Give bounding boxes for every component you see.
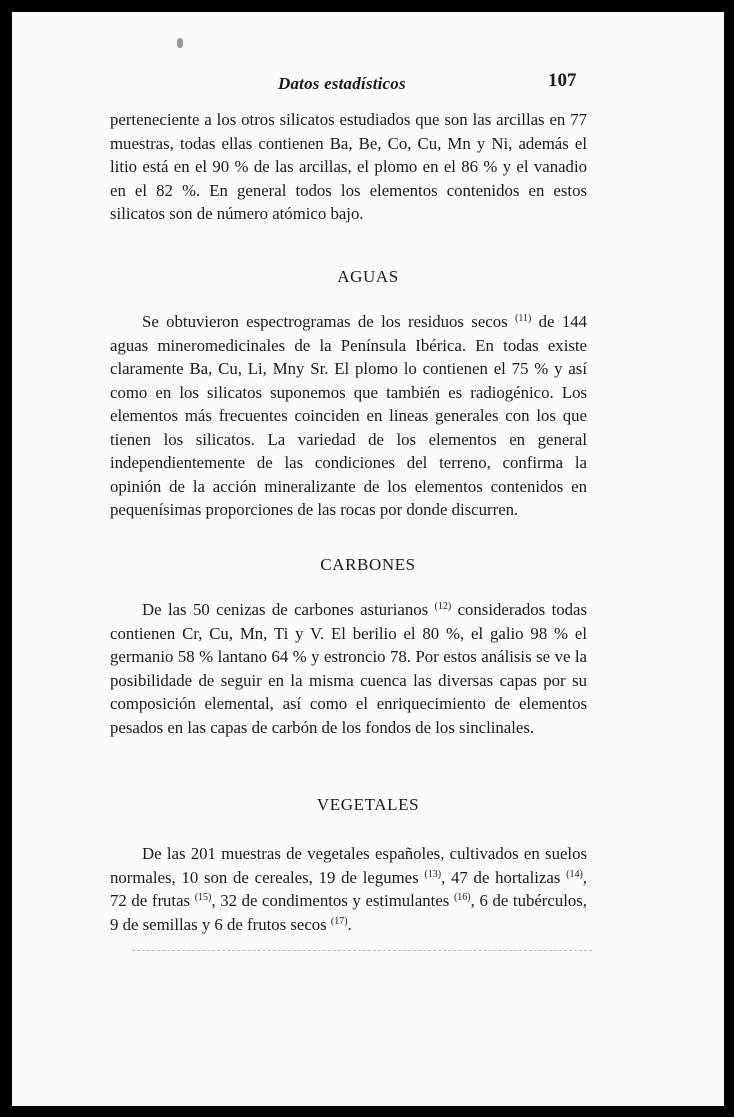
intro-paragraph: perteneciente a los otros silicatos estudiados que son las arcillas en 77 muestras, todas ellas contienen Ba, Be, Co, Cu, Mn y Ni, además el litio está en el 90 % de las arcillas, el plomo en el 86 % y el vanadio en el 82 %. En general todos los elementos contenidos en estos silicatos son de número atómico bajo.	[110, 110, 587, 223]
aguas-text-2: de 144 aguas mineromedicinales de la Península Ibérica. En todas existe claramente Ba, Cu, Li, Mny Sr. El plomo lo contienen el 75 % y así como en los silicatos suponemos que también es radiogénico. Los elementos más frecuentes coinciden en lineas generales con los que tienen los silicatos. La variedad de los elementos en general independientemente de las condiciones del terreno, confirma la opinión de la acción mineralizante de los elementos contenidos en pequenísimas proporciones de las rocas por donde discurren.	[110, 312, 588, 519]
reference-14: (14)	[566, 868, 583, 880]
section-heading-vegetales: VEGETALES	[316, 795, 420, 814]
vegetales-paragraph	[110, 842, 587, 936]
vegetales-text-3: , 72 de frutas	[110, 867, 587, 910]
aguas-text-1: Se obtuvieron espectrogramas de los residuos secos	[142, 312, 508, 331]
reference-17: (17)	[330, 915, 348, 927]
reference-16: (16)	[453, 892, 471, 903]
vegetales-text-2: , 47 de hortalizas	[441, 867, 567, 887]
vegetales-text-5: , 6 de tubérculos, 9 de semillas y 6 de frutos secos	[110, 891, 588, 934]
section-heading-aguas: AGUAS	[337, 267, 399, 286]
carbones-text-2: considerados todas contienen Cr, Cu, Mn, Ti y V. El berilio el 80 %, el galio 98 % el germanio 58 % lantano 64 % y estroncio 78. Por estos análisis se ve la posibilidade de seguir en la misma cuenca las diversas capas por su composición elemental, así como el enriquecimiento de elementos pesados en las capas de carbón de los fondos de los sinclinales.	[110, 600, 587, 737]
page-number: 107	[548, 70, 577, 91]
carbones-text-1: De las 50 cenizas de carbones asturianos	[142, 600, 429, 619]
reference-13: (13)	[424, 868, 442, 880]
vegetales-text-6: .	[347, 914, 352, 934]
aguas-paragraph	[110, 310, 587, 522]
vegetales-text-4: , 32 de condimentos y estimulantes	[211, 891, 454, 910]
carbones-paragraph	[110, 598, 587, 739]
header-title: Datos estadísticos	[278, 74, 406, 93]
speck-mark	[177, 38, 183, 48]
vegetales-text-1: De las 201 muestras de vegetales españoles, cultivados en suelos normales, 10 son de cereales, 19 de legumes	[110, 844, 587, 887]
running-header	[12, 70, 724, 98]
reference-15: (15)	[194, 892, 212, 903]
reference-11: (11)	[515, 313, 532, 324]
bottom-divider	[132, 950, 592, 951]
reference-12: (12)	[434, 601, 452, 612]
document-page	[12, 12, 724, 1106]
section-heading-carbones: CARBONES	[320, 555, 416, 574]
